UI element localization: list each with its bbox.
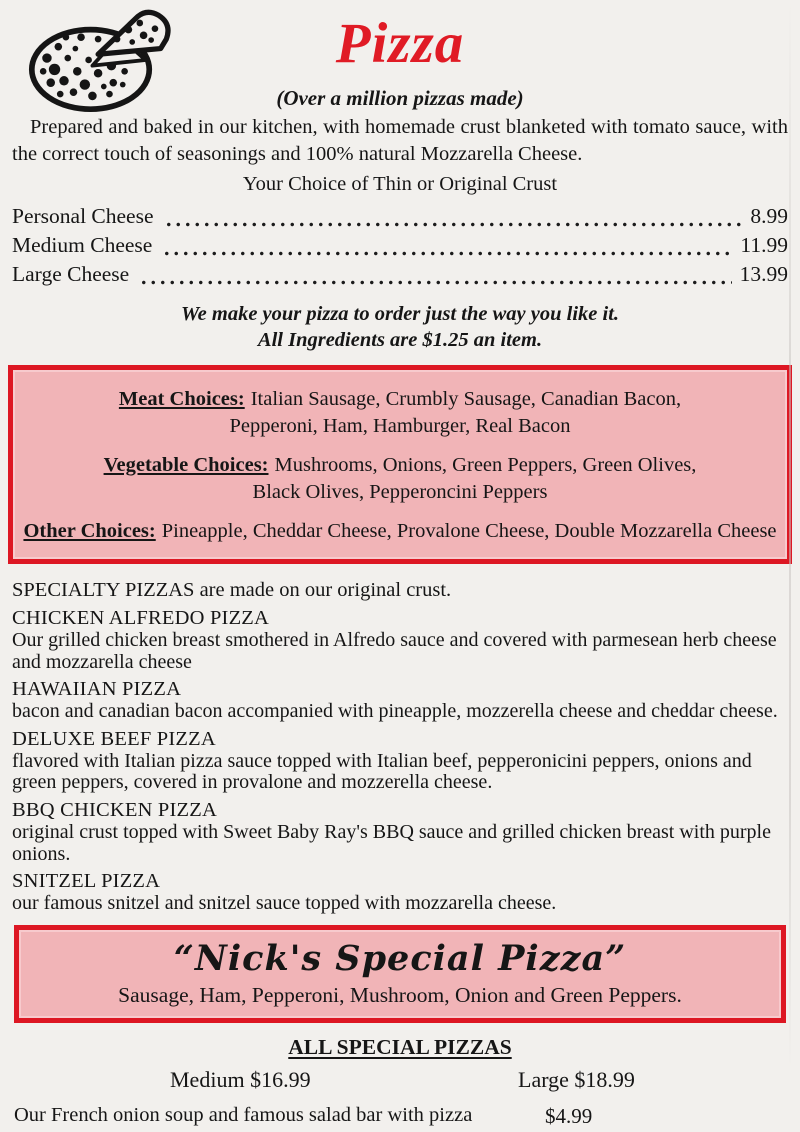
note-ingredient-price: All Ingredients are $1.25 an item.: [257, 329, 543, 351]
specialty-desc: Our grilled chicken breast smothered in Alfredo sauce and covered with parmesean herb cheese and mozzarella cheese: [12, 629, 777, 673]
soup-salad-price: $4.99: [545, 1103, 593, 1128]
order-notes: [0, 301, 800, 353]
specialty-item-deluxe-beef: [12, 728, 788, 794]
price-row-medium: [12, 233, 788, 262]
specialty-pizzas-section: [12, 578, 788, 915]
dotted-leader: [162, 251, 732, 256]
price-label: Personal Cheese: [12, 204, 154, 228]
price-value: 13.99: [739, 262, 788, 286]
vegetable-choices-line1: Mushrooms, Onions, Green Peppers, Green Olives,: [274, 454, 697, 476]
nicks-special-toppings: Sausage, Ham, Pepperoni, Mushroom, Onion and Green Peppers.: [118, 982, 682, 1007]
size-price: $16.99: [250, 1066, 311, 1092]
specialty-desc: our famous snitzel and snitzel sauce topped with mozzarella cheese.: [12, 892, 557, 915]
size-label: Large: [518, 1066, 569, 1092]
specialty-name: DELUXE BEEF PIZZA: [12, 727, 216, 750]
intro-text: Prepared and baked in our kitchen, with homemade crust blanketed with tomato sauce, with the correct touch of seasonings and 100% natural Mozzarella Cheese.: [12, 116, 788, 165]
specialty-item-snitzel: [12, 870, 788, 915]
price-row-personal: [12, 204, 788, 233]
specialty-desc: original crust topped with Sweet Baby Ray's BBQ sauce and grilled chicken breast with purple onions.: [12, 820, 771, 865]
other-choices-line1: Pineapple, Cheddar Cheese, Provalone Cheese, Double Mozzarella Cheese: [161, 520, 777, 542]
crust-note: Your Choice of Thin or Original Crust: [242, 173, 558, 195]
note-made-to-order: We make your pizza to order just the way you like it.: [180, 303, 620, 325]
specialty-desc: flavored with Italian pizza sauce topped with Italian beef, pepperonicini peppers, onions and green peppers, covered in provalone and mozzerella cheese.: [12, 749, 752, 794]
size-label: Medium: [170, 1066, 245, 1092]
specialty-name: SNITZEL PIZZA: [12, 870, 161, 893]
dotted-leader: [164, 222, 743, 227]
price-row-large: [12, 262, 788, 291]
all-special-pizzas-heading: ALL SPECIAL PIZZAS: [288, 1034, 512, 1059]
specialty-name: CHICKEN ALFREDO PIZZA: [12, 607, 270, 629]
vegetable-choices-line2: Black Olives, Pepperoncini Peppers: [252, 481, 548, 503]
special-pizza-size-prices: [0, 1067, 800, 1097]
medium-special-price: [170, 1067, 311, 1093]
menu-header: [0, 0, 800, 112]
specialty-desc: bacon and canadian bacon accompanied with pineapple, mozzerella cheese and cheddar cheese.: [12, 700, 778, 723]
meat-choices-line2: Pepperoni, Ham, Hamburger, Real Bacon: [229, 415, 571, 437]
other-choices-label: Other Choices:: [23, 520, 156, 542]
specialty-item-chicken-alfredo: [12, 607, 788, 673]
meat-choices-line1: Italian Sausage, Crumbly Sausage, Canadian Bacon,: [250, 388, 682, 410]
price-value: 8.99: [750, 204, 788, 228]
tagline: (Over a million pizzas made): [276, 86, 524, 110]
soup-salad-row: [0, 1104, 800, 1132]
cheese-price-list: [12, 204, 788, 291]
price-label: Large Cheese: [12, 262, 130, 286]
specialty-name: BBQ CHICKEN PIZZA: [12, 798, 217, 821]
specialty-intro: SPECIALTY PIZZAS are made on our original crust.: [12, 579, 452, 601]
soup-salad-label: Our French onion soup and famous salad bar with pizza: [14, 1103, 473, 1126]
large-special-price: [518, 1067, 635, 1093]
nicks-special-pizza-box: [14, 925, 786, 1023]
vegetable-choices: [23, 452, 777, 506]
specialty-item-bbq-chicken: [12, 799, 788, 865]
nicks-special-title: “Nick's Special Pizza”: [173, 937, 627, 979]
other-choices: [23, 518, 777, 545]
price-value: 11.99: [740, 233, 788, 257]
specialty-item-hawaiian: [12, 678, 788, 723]
dotted-leader: [139, 280, 731, 285]
meat-choices: [23, 386, 777, 440]
vegetable-choices-label: Vegetable Choices:: [103, 454, 269, 476]
page-title: Pizza: [335, 12, 465, 75]
price-label: Medium Cheese: [12, 233, 153, 257]
size-price: $18.99: [574, 1066, 635, 1092]
toppings-choices-box: [8, 365, 792, 564]
meat-choices-label: Meat Choices:: [118, 388, 245, 410]
specialty-name: HAWAIIAN PIZZA: [12, 678, 182, 701]
